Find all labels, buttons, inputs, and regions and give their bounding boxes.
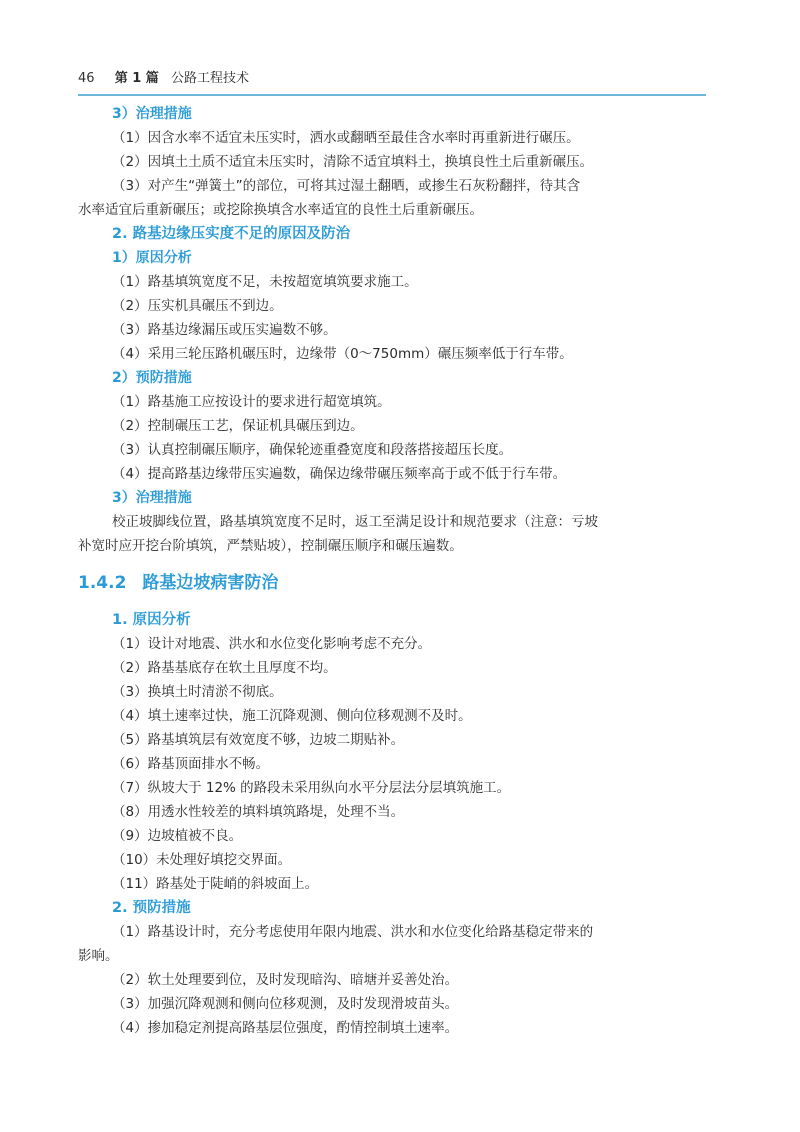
- list-item: （2）压实机具碾压不到边。: [112, 298, 283, 314]
- list-item: （4）填土速率过快，施工沉降观测、侧向位移观测不及时。: [112, 708, 472, 724]
- section-heading: 2. 路基边缘压实度不足的原因及防治: [112, 226, 351, 242]
- chapter-label: 第 1 篇: [114, 71, 159, 86]
- subsection-heading: 2）预防措施: [112, 370, 192, 386]
- list-item: （4）采用三轮压路机碾压时，边缘带（0～750mm）碾压频率低于行车带。: [112, 346, 573, 362]
- list-item: （1）路基设计时，充分考虑使用年限内地震、洪水和水位变化给路基稳定带来的: [112, 924, 594, 940]
- list-item-continuation: 影响。: [78, 948, 119, 964]
- page-number: 46: [78, 71, 95, 86]
- list-item: （5）路基填筑层有效宽度不够，边坡二期贴补。: [112, 732, 405, 748]
- list-item: （1）路基填筑宽度不足，未按超宽填筑要求施工。: [112, 274, 418, 290]
- running-header: [78, 70, 706, 96]
- section-title-text: 路基边坡病害防治: [142, 573, 279, 593]
- list-item: （2）软土处理要到位，及时发现暗沟、暗塘并妥善处治。: [112, 972, 459, 988]
- list-item: （1）因含水率不适宜未压实时，洒水或翻晒至最佳含水率时再重新进行碾压。: [112, 130, 580, 146]
- list-item: （2）因填土土质不适宜未压实时，清除不适宜填料土，换填良性土后重新碾压。: [112, 154, 594, 170]
- list-item: （3）加强沉降观测和侧向位移观测，及时发现滑坡苗头。: [112, 996, 459, 1012]
- list-item: （7）纵坡大于 12% 的路段未采用纵向水平分层法分层填筑施工。: [112, 780, 511, 796]
- list-item: （1）路基施工应按设计的要求进行超宽填筑。: [112, 394, 391, 410]
- list-item: （4）提高路基边缘带压实遍数，确保边缘带碾压频率高于或不低于行车带。: [112, 466, 567, 482]
- list-item-continuation: 补宽时应开挖台阶填筑，严禁贴坡），控制碾压顺序和碾压遍数。: [78, 538, 463, 554]
- list-item: （1）设计对地震、洪水和水位变化影响考虑不充分。: [112, 636, 432, 652]
- list-item: （3）对产生“弹簧土”的部位，可将其过湿土翻晒，或掺生石灰粉翻拌，待其含: [112, 178, 581, 194]
- list-item: （10）未处理好填挖交界面。: [112, 852, 292, 868]
- section-number: 1.4.2: [78, 573, 127, 593]
- list-item: （4）掺加稳定剂提高路基层位强度，酌情控制填土速率。: [112, 1020, 459, 1036]
- list-item: （2）控制碾压工艺，保证机具碾压到边。: [112, 418, 364, 434]
- list-item: （8）用透水性较差的填料填筑路堤，处理不当。: [112, 804, 405, 820]
- list-item: （3）认真控制碾压顺序，确保轮迹重叠宽度和段落搭接超压长度。: [112, 442, 513, 458]
- subsection-heading: 3）治理措施: [112, 490, 192, 506]
- list-item: 校正坡脚线位置，路基填筑宽度不足时，返工至满足设计和规范要求（注意：亏坡: [112, 514, 598, 530]
- page-body: [78, 102, 706, 1040]
- subsection-heading: 1）原因分析: [112, 250, 192, 266]
- list-item-continuation: 水率适宜后重新碾压；或挖除换填含水率适宜的良性土后重新碾压。: [78, 202, 483, 218]
- list-item: （3）路基边缘漏压或压实遍数不够。: [112, 322, 337, 338]
- list-item: （6）路基顶面排水不畅。: [112, 756, 270, 772]
- subsection-heading: 3）治理措施: [112, 106, 192, 122]
- section-heading: 1. 原因分析: [112, 612, 191, 628]
- list-item: （2）路基基底存在软土且厚度不均。: [112, 660, 337, 676]
- section-title: [78, 558, 706, 608]
- list-item: （11）路基处于陡峭的斜坡面上。: [112, 876, 319, 892]
- section-heading: 2. 预防措施: [112, 900, 191, 916]
- list-item: （9）边坡植被不良。: [112, 828, 243, 844]
- list-item: （3）换填土时清淤不彻底。: [112, 684, 283, 700]
- chapter-title: 公路工程技术: [170, 71, 249, 86]
